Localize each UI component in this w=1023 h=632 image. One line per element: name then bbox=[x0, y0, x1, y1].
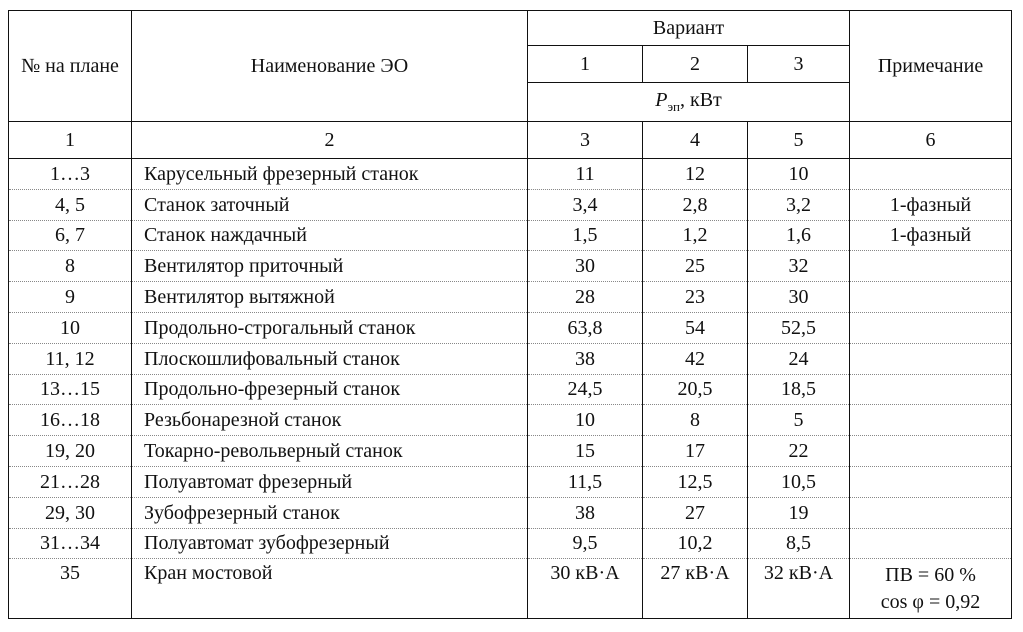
note-cell bbox=[850, 159, 1012, 190]
plan-number-cell: 16…18 bbox=[9, 405, 132, 436]
variant-2-cell: 20,5 bbox=[643, 374, 748, 405]
plan-number-cell: 11, 12 bbox=[9, 343, 132, 374]
variant-3-cell: 8,5 bbox=[748, 528, 850, 559]
equipment-name-cell: Станок заточный bbox=[132, 189, 528, 220]
note-cell bbox=[850, 497, 1012, 528]
variant-1-cell: 11 bbox=[528, 159, 643, 190]
variant-2-cell: 1,2 bbox=[643, 220, 748, 251]
note-cell bbox=[850, 466, 1012, 497]
equipment-name-cell: Станок наждачный bbox=[132, 220, 528, 251]
column-number: 1 bbox=[9, 122, 132, 159]
variant-3-cell: 3,2 bbox=[748, 189, 850, 220]
note-cell bbox=[850, 559, 1012, 619]
equipment-name-cell: Продольно-фрезерный станок bbox=[132, 374, 528, 405]
variant-3-cell: 30 bbox=[748, 282, 850, 313]
column-number: 5 bbox=[748, 122, 850, 159]
plan-number-cell: 1…3 bbox=[9, 159, 132, 190]
table-row bbox=[9, 251, 1012, 282]
table-row bbox=[9, 189, 1012, 220]
variant-1-cell: 38 bbox=[528, 497, 643, 528]
equipment-name-cell: Полуавтомат зубофрезерный bbox=[132, 528, 528, 559]
table-row bbox=[9, 220, 1012, 251]
variant-2-cell: 25 bbox=[643, 251, 748, 282]
variant-1-cell: 30 кВ·А bbox=[528, 559, 643, 619]
equipment-name-cell: Продольно-строгальный станок bbox=[132, 312, 528, 343]
note-cell bbox=[850, 343, 1012, 374]
note-cell: 1-фазный bbox=[850, 189, 1012, 220]
equipment-name-cell: Вентилятор вытяжной bbox=[132, 282, 528, 313]
variant-2-cell: 54 bbox=[643, 312, 748, 343]
variant-1-cell: 38 bbox=[528, 343, 643, 374]
variant-1-cell: 9,5 bbox=[528, 528, 643, 559]
variant-3-cell: 10 bbox=[748, 159, 850, 190]
note-cell bbox=[850, 374, 1012, 405]
equipment-name-cell: Кран мостовой bbox=[132, 559, 528, 619]
variant-3-cell: 52,5 bbox=[748, 312, 850, 343]
variant-3-cell: 19 bbox=[748, 497, 850, 528]
header-note: Примечание bbox=[850, 11, 1012, 122]
table-row bbox=[9, 528, 1012, 559]
variant-1-cell: 1,5 bbox=[528, 220, 643, 251]
equipment-table bbox=[8, 10, 1012, 619]
note-cell bbox=[850, 528, 1012, 559]
variant-1-cell: 11,5 bbox=[528, 466, 643, 497]
plan-number-cell: 31…34 bbox=[9, 528, 132, 559]
variant-2-cell: 2,8 bbox=[643, 189, 748, 220]
note-cell bbox=[850, 251, 1012, 282]
header-variant-3: 3 bbox=[748, 46, 850, 83]
variant-2-cell: 42 bbox=[643, 343, 748, 374]
variant-2-cell: 27 кВ·А bbox=[643, 559, 748, 619]
table-row bbox=[9, 559, 1012, 619]
plan-number-cell: 35 bbox=[9, 559, 132, 619]
header-plan-number: № на плане bbox=[9, 11, 132, 122]
plan-number-cell: 29, 30 bbox=[9, 497, 132, 528]
column-number: 6 bbox=[850, 122, 1012, 159]
equipment-name-cell: Карусельный фрезерный станок bbox=[132, 159, 528, 190]
table-row bbox=[9, 282, 1012, 313]
column-number: 2 bbox=[132, 122, 528, 159]
variant-1-cell: 24,5 bbox=[528, 374, 643, 405]
variant-3-cell: 32 bbox=[748, 251, 850, 282]
variant-1-cell: 30 bbox=[528, 251, 643, 282]
variant-3-cell: 18,5 bbox=[748, 374, 850, 405]
table-row bbox=[9, 159, 1012, 190]
variant-3-cell: 24 bbox=[748, 343, 850, 374]
power-unit: , кВт bbox=[679, 89, 722, 112]
table-row bbox=[9, 405, 1012, 436]
note-line: ПВ = 60 % bbox=[885, 564, 976, 587]
plan-number-cell: 4, 5 bbox=[9, 189, 132, 220]
variant-2-cell: 27 bbox=[643, 497, 748, 528]
plan-number-cell: 6, 7 bbox=[9, 220, 132, 251]
equipment-name-cell: Плоскошлифовальный станок bbox=[132, 343, 528, 374]
equipment-name-cell: Вентилятор приточный bbox=[132, 251, 528, 282]
variant-1-cell: 28 bbox=[528, 282, 643, 313]
header-power bbox=[528, 83, 850, 122]
variant-2-cell: 12 bbox=[643, 159, 748, 190]
table-row bbox=[9, 466, 1012, 497]
variant-2-cell: 8 bbox=[643, 405, 748, 436]
variant-1-cell: 15 bbox=[528, 436, 643, 467]
note-cell bbox=[850, 436, 1012, 467]
variant-2-cell: 23 bbox=[643, 282, 748, 313]
table-row bbox=[9, 343, 1012, 374]
power-subscript: эп bbox=[667, 99, 680, 115]
plan-number-cell: 9 bbox=[9, 282, 132, 313]
table-row bbox=[9, 374, 1012, 405]
table-row bbox=[9, 436, 1012, 467]
table-row bbox=[9, 312, 1012, 343]
column-number: 3 bbox=[528, 122, 643, 159]
header-variant: Вариант bbox=[528, 11, 850, 46]
equipment-name-cell: Резьбонарезной станок bbox=[132, 405, 528, 436]
column-number: 4 bbox=[643, 122, 748, 159]
variant-3-cell: 5 bbox=[748, 405, 850, 436]
variant-3-cell: 32 кВ·А bbox=[748, 559, 850, 619]
variant-1-cell: 10 bbox=[528, 405, 643, 436]
plan-number-cell: 8 bbox=[9, 251, 132, 282]
equipment-name-cell: Токарно-револьверный станок bbox=[132, 436, 528, 467]
variant-1-cell: 3,4 bbox=[528, 189, 643, 220]
plan-number-cell: 10 bbox=[9, 312, 132, 343]
header-equipment-name: Наименование ЭО bbox=[132, 11, 528, 122]
plan-number-cell: 13…15 bbox=[9, 374, 132, 405]
variant-1-cell: 63,8 bbox=[528, 312, 643, 343]
table-row bbox=[9, 497, 1012, 528]
equipment-name-cell: Полуавтомат фрезерный bbox=[132, 466, 528, 497]
variant-2-cell: 12,5 bbox=[643, 466, 748, 497]
header-variant-1: 1 bbox=[528, 46, 643, 83]
header-variant-2: 2 bbox=[643, 46, 748, 83]
equipment-name-cell: Зубофрезерный станок bbox=[132, 497, 528, 528]
variant-3-cell: 22 bbox=[748, 436, 850, 467]
note-cell: 1-фазный bbox=[850, 220, 1012, 251]
note-line: cos φ = 0,92 bbox=[880, 591, 981, 614]
variant-2-cell: 10,2 bbox=[643, 528, 748, 559]
note-cell bbox=[850, 405, 1012, 436]
variant-3-cell: 1,6 bbox=[748, 220, 850, 251]
note-cell bbox=[850, 282, 1012, 313]
plan-number-cell: 21…28 bbox=[9, 466, 132, 497]
power-symbol: P bbox=[655, 89, 668, 112]
plan-number-cell: 19, 20 bbox=[9, 436, 132, 467]
variant-3-cell: 10,5 bbox=[748, 466, 850, 497]
variant-2-cell: 17 bbox=[643, 436, 748, 467]
note-cell bbox=[850, 312, 1012, 343]
